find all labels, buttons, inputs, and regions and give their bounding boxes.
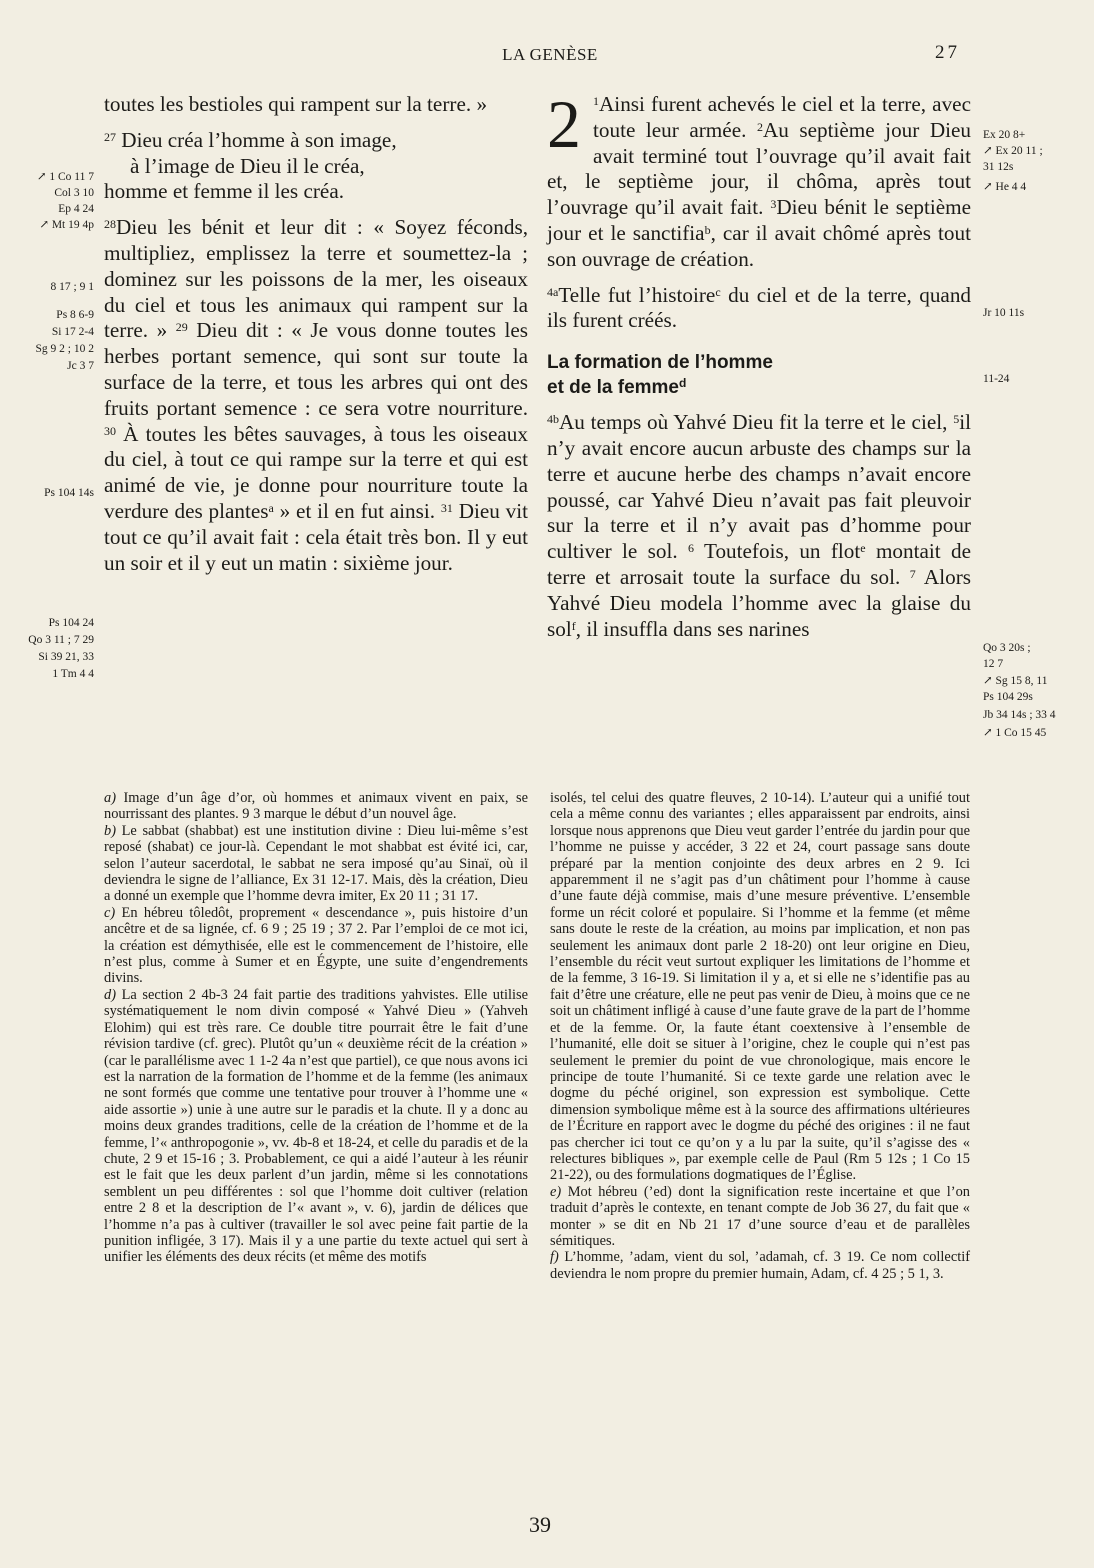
verse-text: Au temps où Yahvé Dieu fit la terre et le ciel, — [559, 410, 948, 435]
cross-reference[interactable]: Col 3 10 — [54, 187, 94, 199]
footnote-text: Le sabbat (shabbat) est une institution divine : Dieu lui-même s’est reposé (shabat) ce jour-là. Cependant le mot shabbat est évité ici, car, selon l’auteur sacerdotal, le sabbat ne sera imposé qu’au Sinaï, où il deviendra le signe de l’alliance, Ex 31 12-17. Mais, dès la création, Dieu a donné un exemple que l’homme devra imiter, Ex 20 11 ; 31 17. — [104, 822, 528, 905]
verse-text: montait de terre et arrosait toute la surface du sol. — [547, 539, 972, 589]
verse-text: Telle fut l’histoire — [558, 282, 716, 307]
footnotes-right — [550, 790, 970, 1282]
verse-number: 31 — [440, 500, 453, 515]
verse-number: 1 — [593, 94, 599, 108]
verse-text: Dieu dit : « Je vous donne toutes les herbes portant semence, qui sont sur toute la surface de la terre, et tous les arbres qui ont des fruits portant semence : ce sera votre nourriture. — [104, 318, 528, 420]
verse-text: du ciel et de la terre, quand ils furent créés. — [547, 282, 972, 333]
poem-line: à l’image de Dieu il le créa, — [130, 153, 365, 178]
cross-reference[interactable]: 8 17 ; 9 1 — [50, 281, 94, 293]
footnote-b — [104, 823, 528, 905]
footnote-c — [104, 905, 528, 987]
cross-reference[interactable]: ↗ He 4 4 — [983, 181, 1027, 193]
verse-text: Toutefois, un flot — [703, 539, 861, 564]
verse-number: 7 — [909, 566, 916, 581]
cross-reference[interactable]: Qo 3 11 ; 7 29 — [28, 634, 94, 646]
cross-reference[interactable]: ↗ Sg 15 8, 11 — [983, 675, 1048, 687]
verse-text: Dieu les bénit et leur dit : « Soyez féconds, multipliez, emplissez la terre et soumettez-la ; dominez sur les poissons de la mer, les oiseaux du ciel et tous les animaux qui rampent sur la terre. » — [104, 215, 528, 343]
verse-28 — [104, 215, 528, 576]
footnote-key: b) — [104, 822, 116, 839]
section-title-line: La formation de l’homme — [547, 352, 773, 374]
cross-reference[interactable]: Si 39 21, 33 — [38, 651, 94, 663]
cross-reference[interactable]: ↗ Ex 20 11 ; — [983, 145, 1043, 157]
verse-text: » et il en fut ainsi. — [279, 498, 436, 523]
cross-reference[interactable]: Ex 20 8+ — [983, 129, 1026, 141]
footnote-d-continued: isolés, tel celui des quatre fleuves, 2 10-14). L’auteur qui a unifié tout cela a même connu des variantes ; elles apparaissent par endroits, ainsi lorsque nous apprenons que Dieu veut garder l’entrée du jardin pour que l’homme ne puisse y accéder, 3 22 et 24, court passage sans doute préparé par la mention conjointe des deux arbres en 2 9. Ici apparemment il ne s’agit pas d’un châtiment pour l’homme à cause d’une faute déjà commise, mais d’une mesure préventive. L’ensemble forme un récit coloré et populaire. Si l’homme et la femme (et même sans doute le reste de la création, au moins par implication, et non pas seulement les animaux dont parle 2 18-20) ont leur origine en Dieu, l’ensemble du récit veut surtout expliquer les limitations de l’homme et de la femme, 3 16-19. Si limitation il y a, et si elle ne s’identifie pas au fait d’être une créature, elle ne peut pas venir de Dieu, à moins que ce ne soit un châtiment infligé à cause d’une faute grave de la part de l’homme et de la femme. Or, la faute étant coextensive à l’ensemble de l’humanité, elle doit se situer à l’origine, chez le couple qui n’est pas seulement le premier du point de vue chronologique, mais encore le principe de toute l’humanité. Si ce texte garde une relation avec le dogme du péché originel, son expression est symbolique. Cette dimension symbolique même est à la source des affirmations ultérieures de l’Écriture en rapport avec le dogme du péché des origines : il ne faut pas chercher ici tout ce qu’on y a lu par la suite, qu’il s’agisse des « relectures bibliques », par exemple celle de Paul (Rm 5 12s ; 1 Co 15 21-22), ou des formulations dogmatiques de l’Église. — [550, 790, 970, 1184]
cross-reference[interactable]: 11-24 — [983, 373, 1010, 385]
footnote-text: Image d’un âge d’or, où hommes et animaux vivent en paix, se nourrissant des plantes. 9 3 marque le début d’un nouvel âge. — [104, 790, 528, 823]
footnote-marker[interactable]: a — [268, 500, 274, 515]
section-title-line: et de la femme — [547, 377, 679, 399]
verse-text: Dieu bénit le septième jour et le sanctifia — [547, 195, 972, 245]
cross-reference[interactable]: Sg 9 2 ; 10 2 — [35, 343, 94, 355]
footnote-key: a) — [104, 790, 116, 806]
footnote-key: f) — [550, 1249, 559, 1266]
verse-number: 27 — [104, 129, 116, 144]
verse-27 — [104, 128, 528, 205]
footnote-text: L’homme, ’adam, vient du sol, ’adamah, cf. 3 19. Ce nom collectif deviendra le nom propre du premier humain, Adam, cf. 4 25 ; 5 1, 3. — [550, 1249, 970, 1282]
cross-reference[interactable]: Jb 34 14s ; 33 4 — [983, 709, 1056, 721]
verse-text: À toutes les bêtes sauvages, à tous les oiseaux du ciel, à tout ce qui rampe sur la terre et qui est animé de vie, je donne pour nourriture toute la verdure des plantes — [104, 421, 528, 523]
verse-text: Ainsi furent achevés le ciel et la terre, avec toute leur armée. — [593, 92, 971, 142]
cross-reference[interactable]: Ps 8 6-9 — [56, 309, 94, 321]
footnote-marker[interactable]: f — [571, 618, 576, 633]
footnote-marker[interactable]: e — [860, 541, 866, 556]
cross-reference[interactable]: Ps 104 14s — [44, 487, 94, 499]
verse-number: 4b — [547, 412, 559, 427]
footnote-marker[interactable]: c — [715, 284, 721, 299]
cross-reference[interactable]: Jr 10 11s — [983, 307, 1025, 319]
right-text-column — [547, 86, 972, 642]
poem-line: Dieu créa l’homme à son image, — [121, 127, 397, 152]
chapter-2-opening — [547, 86, 972, 273]
verse-number: 29 — [175, 320, 188, 335]
page-number: 39 — [529, 1512, 551, 1537]
cross-reference[interactable]: Ps 104 29s — [983, 691, 1033, 703]
verse-text: Alors Yahvé Dieu modela l’homme avec la glaise du sol — [547, 564, 972, 641]
cross-reference[interactable]: Si 17 2-4 — [51, 326, 94, 338]
footnotes-left — [104, 790, 528, 1266]
verse-number: 6 — [688, 541, 695, 556]
chapter-number: 2 — [547, 86, 581, 162]
footnote-marker[interactable]: b — [704, 222, 711, 237]
verse-number: 3 — [770, 197, 777, 212]
verse-text: Dieu vit tout ce qu’il avait fait : cela était très bon. Il y eut un soir et il y eut un matin : sixième jour. — [104, 498, 529, 575]
verse-text: , il insuffla dans ses narines — [575, 616, 810, 641]
cross-reference[interactable]: 1 Tm 4 4 — [52, 668, 94, 680]
verse-4b-7 — [547, 410, 971, 642]
footnote-text: Mot hébreu (’ed) dont la signification reste incertaine et que l’on traduit d’après le contexte, en tenant compte de Job 36 27, du fait que « monter » se dit en Nb 21 17 d’une source d’eau et de parallèles sémitiques. — [550, 1183, 970, 1249]
footnote-d — [104, 987, 528, 1266]
footnote-key: c) — [104, 904, 116, 921]
cross-reference[interactable]: Ps 104 24 — [48, 617, 94, 629]
running-title: LA GENÈSE — [502, 45, 598, 64]
cross-reference[interactable]: 12 7 — [983, 658, 1004, 670]
footnote-a — [104, 790, 528, 823]
verse-number: 4a — [547, 284, 559, 299]
cross-reference[interactable]: 31 12s — [983, 161, 1014, 173]
verse-number: 5 — [953, 412, 960, 427]
verse-number: 2 — [756, 119, 763, 134]
verse-text: , car il avait chômé après tout son ouvrage de création. — [547, 220, 972, 271]
cross-reference[interactable]: Jc 3 7 — [67, 360, 94, 372]
cross-reference[interactable]: ↗ 1 Co 11 7 — [36, 171, 94, 183]
footnote-text: En hébreu tôledôt, proprement « descendance », puis histoire d’un ancêtre et de sa lignée, cf. 6 9 ; 25 19 ; 37 2. Par l’emploi de ce mot ici, la création est démythisée, elle est le commencement de l’histoire, elle n’est plus, comme à Sumer et en Égypte, une suite d’engendrements divins. — [104, 904, 528, 987]
verse-text: Au septième jour Dieu avait terminé tout l’ouvrage qu’il avait fait et, le septième jour, il chôma, après tout l’ouvrage qu’il avait fait. — [547, 117, 972, 220]
footnote-key: d) — [104, 986, 116, 1003]
verse-text: il n’y avait encore aucun arbuste des champs sur la terre et aucune herbe des champs n’avait encore poussé, car Yahvé Dieu n’avait pas fait pleuvoir sur la terre et il n’y avait pas d’homme pour cultiver le sol. — [547, 410, 971, 564]
verse-number: 28 — [104, 217, 116, 232]
verse-number: 30 — [104, 423, 116, 438]
verse-4a — [547, 283, 971, 335]
footnote-text: La section 2 4b-3 24 fait partie des traditions yahvistes. Elle utilise systématiquement le nom divin composé « Yahvé Dieu » (Yahveh Elohim) qui est très rare. Ce double titre pourrait être le fait d’une révision tardive (cf. grec). Plutôt qu’un « deuxième récit de la création » (car le parallélisme avec 1 1-2 4a n’est que partiel), ce que nous avons ici est la narration de la formation de l’homme et de la femme (les animaux ne sont formés que comme une tentative pour trouver à l’homme une « aide assortie ») unie à une autre sur le paradis et la chute. Il y a donc au moins deux grandes traditions, celle de la création de l’homme et de la femme, l’« anthropogonie », vv. 4b-8 et 18-24, et celle du paradis et de la chute, 2 9 et 15-16 ; 3. Probablement, ce qui a aidé l’auteur à les réunir est le fait que les deux parlent d’un jardin, même si les connotations semblent un peu différentes : sol que l’homme doit cultiver (relation entre 2 8 et la description de l’« avant », v. 6), jardin de délices que l’homme n’a pas à cultiver (travailler le sol avec peine fait partie de la punition infligée, 3 17). Mais il y a une partie du texte actuel qui sert à unifier les éléments des deux récits (et même des motifs — [104, 986, 528, 1266]
section-title — [547, 350, 971, 400]
cross-reference[interactable]: ↗ Mt 19 4p — [39, 219, 94, 231]
cross-reference[interactable]: ↗ 1 Co 15 45 — [983, 727, 1047, 739]
cross-reference[interactable]: Qo 3 20s ; — [983, 642, 1031, 654]
verse-continuation: toutes les bestioles qui rampent sur la terre. » — [104, 92, 488, 116]
cross-reference[interactable]: Ep 4 24 — [58, 203, 94, 215]
footnote-e — [550, 1184, 970, 1250]
left-text-column — [104, 92, 528, 576]
footnote-key: e) — [550, 1183, 562, 1200]
footnote-marker[interactable]: d — [679, 376, 687, 391]
footnote-f — [550, 1249, 970, 1282]
chapter-page-number: 27 — [935, 42, 960, 63]
poem-line: homme et femme il les créa. — [104, 179, 345, 204]
